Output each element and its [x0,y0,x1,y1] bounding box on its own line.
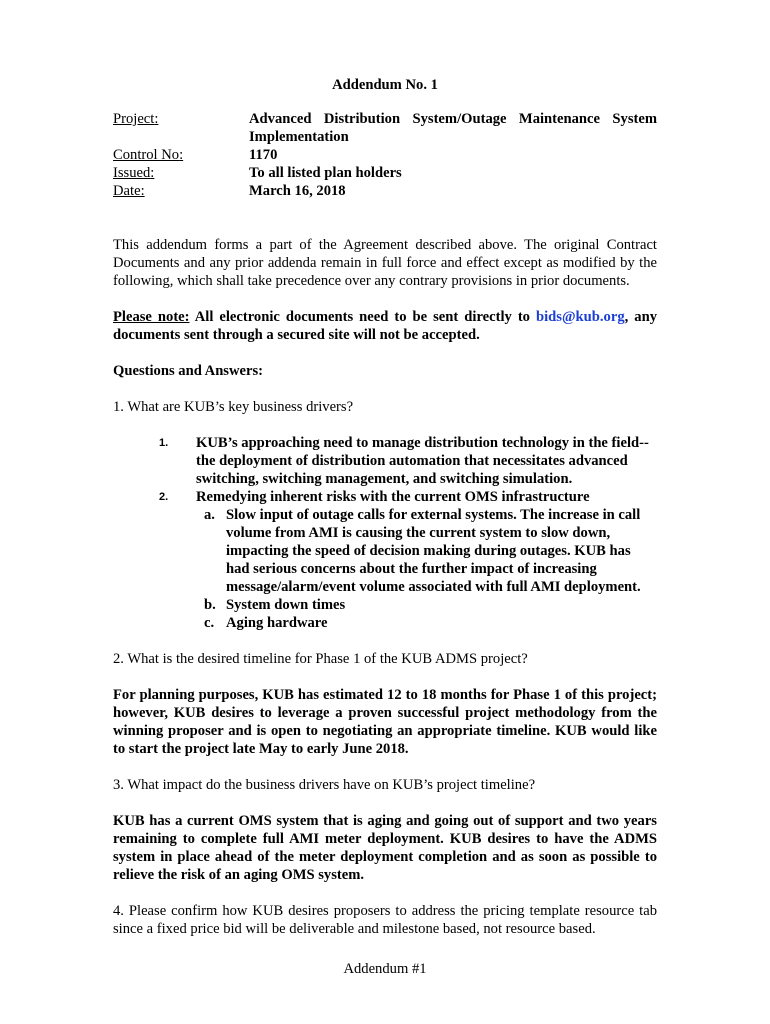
control-label: Control No [113,147,180,163]
question-4: 4. Please confirm how KUB desires proposers to address the pricing template resource tab since a fixed price bid will be deliverable and milestone based, not resource based. [113,903,657,937]
list-item-text: KUB’s approaching need to manage distribution technology in the field--the deployment of distribution automation that necessitates advanced switching, switching management, and switching simulation. [196,435,649,487]
meta-row-issued: Issued: To all listed plan holders [113,164,657,182]
note-text-before: All electronic documents need to be sent directly to [194,309,530,325]
note-text-after: , any documents sent through a secured site will not be accepted. [113,309,657,343]
list-item [113,488,657,506]
q1-answer-list [113,434,657,506]
note-paragraph [113,308,657,344]
project-value: Advanced Distribution System/Outage Maintenance System Implementation [249,111,657,145]
date-value: March 16, 2018 [249,183,346,199]
list-number: 2. [159,491,169,503]
sublist-item-text: System down times [226,597,346,613]
list-number: 1. [159,437,169,449]
sublist-item-text: Aging hardware [226,615,328,631]
meta-row-control: Control No: 1170 [113,146,657,164]
meta-row-date: Date: March 16, 2018 [113,182,657,200]
document-title: Addendum No. 1 [332,77,438,93]
issued-label: Issued [113,165,151,181]
list-item-text: Remedying inherent risks with the current OMS infrastructure [196,489,590,505]
sublist-item [197,614,657,632]
question-3: 3. What impact do the business drivers have on KUB’s project timeline? [113,777,536,793]
note-label: Please note: [113,309,190,325]
project-label: Project [113,111,155,127]
sublist-letter: b. [204,597,216,613]
sublist-item [197,596,657,614]
q1-sublist [197,506,657,632]
page-footer: Addendum #1 [343,961,427,977]
question-1: 1. What are KUB’s key business drivers? [113,399,354,415]
document-body [113,76,657,938]
sublist-letter: c. [204,615,215,631]
answer-3: KUB has a current OMS system that is aging and going out of support and two years remaining to complete full AMI meter deployment. KUB desires to have the ADMS system in place ahead of the meter deployment completion and as soon as possible to relieve the risk of an aging OMS system. [113,813,657,883]
question-2: 2. What is the desired timeline for Phase 1 of the KUB ADMS project? [113,651,528,667]
qa-heading: Questions and Answers: [113,363,264,379]
sublist-letter: a. [204,507,215,523]
list-item [113,434,657,488]
answer-2: For planning purposes, KUB has estimated 12 to 18 months for Phase 1 of this project; however, KUB desires to leverage a proven successful project methodology from the winning proposer and is open to negotiating an appropriate timeline. KUB would like to start the project late May to early June 2018. [113,687,657,757]
intro-paragraph: This addendum forms a part of the Agreement described above. The original Contract Documents and any prior addenda remain in full force and effect except as modified by the following, which shall take precedence over any contrary provisions in prior documents. [113,237,657,289]
project-meta [113,110,657,200]
control-value: 1170 [249,147,278,163]
email-link[interactable]: bids@kub.org [536,309,625,325]
meta-row-project: Project: Advanced Distribution System/Outage Maintenance System Implementation [113,111,657,145]
sublist-item-text: Slow input of outage calls for external systems. The increase in call volume from AMI is causing the current system to slow down, impacting the speed of decision making during outages. KUB has had serious concerns about the further impact of increasing message/alarm/event volume associated with full AMI deployment. [226,507,641,595]
issued-value: To all listed plan holders [249,165,402,181]
sublist-item [197,506,657,596]
date-label: Date [113,183,141,199]
